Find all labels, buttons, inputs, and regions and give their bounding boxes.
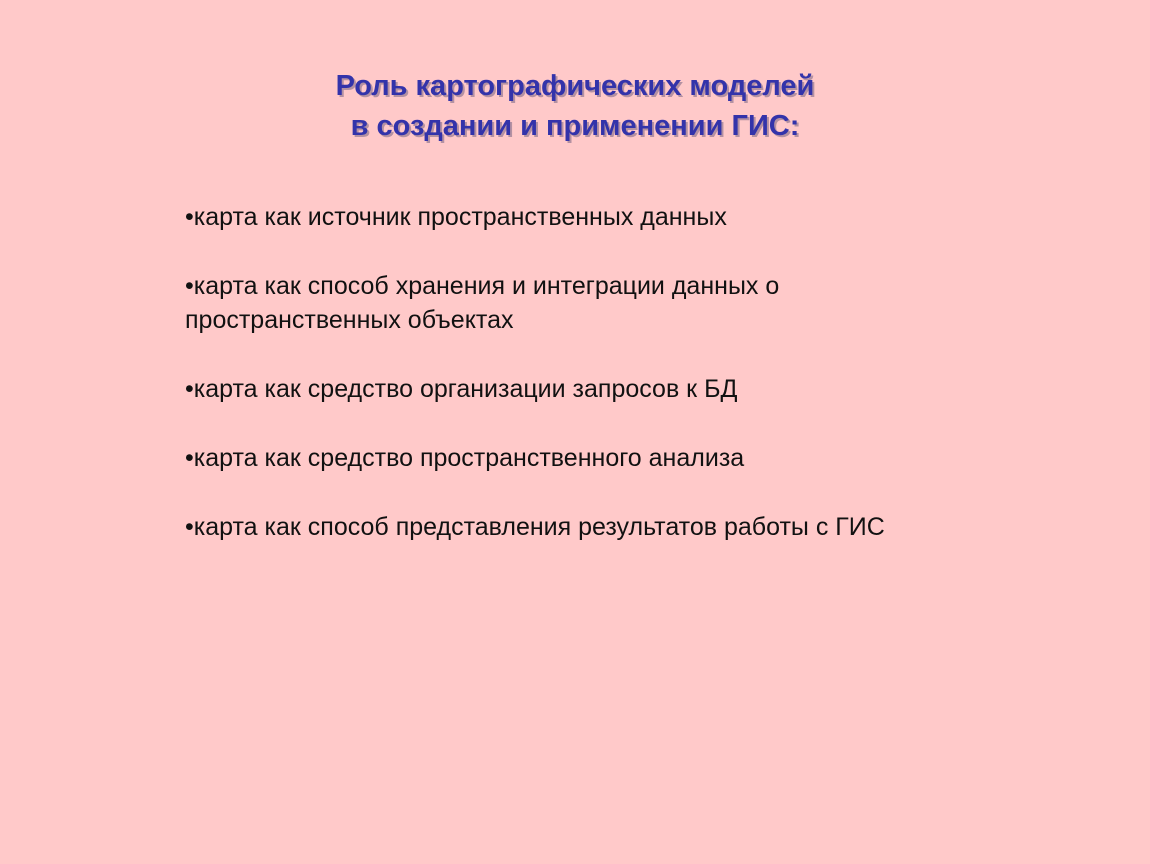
bullet-item-text: карта как средство пространственного анализа: [193, 444, 745, 472]
bullet-item-map-as-result-presentation: [185, 510, 945, 544]
bullet-icon: •: [185, 272, 194, 300]
slide-title-line-2: в создании и применении ГИС:: [350, 110, 800, 142]
bullet-item-text: карта как способ представления результатов работы с ГИС: [193, 513, 885, 541]
bullet-icon: •: [185, 444, 194, 472]
bullet-item-map-as-analysis-tool: [185, 441, 945, 475]
slide-title: [0, 66, 1150, 146]
bullet-icon: •: [185, 375, 194, 403]
bullet-item-text: карта как источник пространственных данных: [193, 203, 727, 231]
bullet-item-map-as-storage: [185, 269, 945, 337]
bullet-icon: •: [185, 513, 194, 541]
bullet-item-map-as-query-tool: [185, 372, 945, 406]
bullet-list: [185, 200, 945, 579]
slide-title-line-1: Роль картографических моделей: [335, 70, 815, 102]
bullet-item-text: карта как средство организации запросов к БД: [193, 375, 738, 403]
bullet-icon: •: [185, 203, 194, 231]
bullet-item-text: карта как способ хранения и интеграции данных о пространственных объектах: [185, 272, 780, 334]
bullet-item-map-as-data-source: [185, 200, 945, 234]
